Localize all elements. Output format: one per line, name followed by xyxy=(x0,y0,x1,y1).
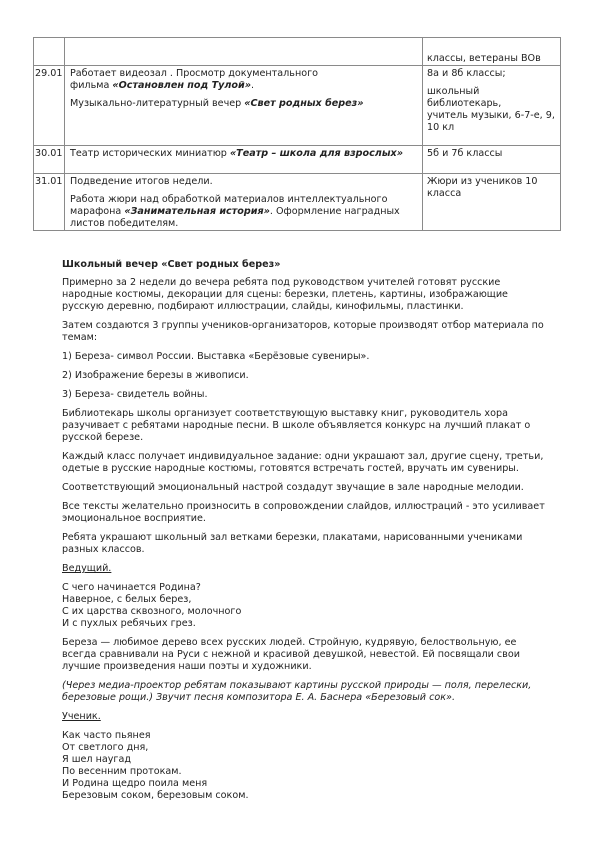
schedule-participants xyxy=(423,174,561,231)
event-text: Музыкально-литературный вечер xyxy=(70,98,245,109)
poem-line: Я шел наугад xyxy=(62,754,131,765)
event-text: . xyxy=(250,80,255,91)
participants-line: классы, ветераны ВОв xyxy=(427,53,541,64)
section-heading: Школьный вечер «Свет родных берез» xyxy=(62,259,281,270)
paragraph: 3) Береза- свидетель войны. xyxy=(62,389,208,400)
schedule-participants xyxy=(423,38,561,66)
event-title: «Занимательная история» xyxy=(124,206,270,217)
schedule-date xyxy=(34,38,65,66)
participants-line: 5б и 7б классы xyxy=(427,148,503,159)
paragraph: Каждый класс получает индивидуальное задание: одни украшают зал, другие сцену, третьи, одетые в русские народные костюмы, готовятся встречать гостей, вручать им сувениры. xyxy=(62,451,544,474)
poem-2 xyxy=(62,730,552,802)
participants-line: класса xyxy=(427,188,462,199)
paragraph: 2) Изображение березы в живописи. xyxy=(62,370,249,381)
event-line xyxy=(70,206,418,218)
poem-line: По весенним протокам. xyxy=(62,766,182,777)
participants-line: 10 кл xyxy=(427,122,455,133)
event-text: марафона xyxy=(70,206,125,217)
event-line xyxy=(70,218,418,230)
speaker-label-student: Ученик. xyxy=(62,711,101,722)
paragraph: Соответствующий эмоциональный настрой создадут звучащие в зале народные мелодии. xyxy=(62,482,524,493)
speaker-label-host: Ведущий. xyxy=(62,563,112,574)
participants-line: Жюри из учеников 10 xyxy=(427,176,538,187)
poem-1 xyxy=(62,582,552,630)
poem-line: И с пухлых ребячьих грез. xyxy=(62,618,196,629)
schedule-date: 30.01 xyxy=(34,146,65,174)
poem-line: И Родина щедро поила меня xyxy=(62,778,208,789)
schedule-event xyxy=(65,66,423,146)
paragraph: Примерно за 2 недели до вечера ребята под руководством учителей готовят русские народные костюмы, декорации для сцены: березки, плетень, картины, изображающие русскую деревню, подбирают иллюстрации, слайды, кинофильмы, пластинки. xyxy=(62,277,508,312)
event-line xyxy=(70,80,418,92)
stage-note: (Через медиа-проектор ребятам показывают картины русской природы — поля, перелески, березовые рощи.) Звучит песня композитора Е. А. Баснера «Березовый сок». xyxy=(62,680,532,703)
participants-line: школьный библиотекарь, xyxy=(427,86,502,109)
schedule-event xyxy=(65,174,423,231)
schedule-date: 31.01 xyxy=(34,174,65,231)
participants-line: 8а и 8б классы; xyxy=(427,68,506,79)
schedule-row xyxy=(34,38,561,66)
event-text: Театр исторических миниатюр xyxy=(70,148,230,159)
schedule-row xyxy=(34,146,561,174)
schedule-date: 29.01 xyxy=(34,66,65,146)
paragraph: Затем создаются 3 группы учеников-организаторов, которые производят отбор материала по темам: xyxy=(62,320,544,343)
poem-line: С чего начинается Родина? xyxy=(62,582,201,593)
participants-line: учитель музыки, 6-7-е, 9, xyxy=(427,110,555,121)
event-text: листов победителям. xyxy=(70,218,179,229)
event-text: Подведение итогов недели. xyxy=(70,176,213,187)
schedule-event xyxy=(65,146,423,174)
schedule-row xyxy=(34,66,561,146)
event-title: «Свет родных берез» xyxy=(244,98,364,109)
event-title: «Остановлен под Тулой» xyxy=(112,80,251,91)
paragraph: 1) Береза- символ России. Выставка «Берёзовые сувениры». xyxy=(62,351,370,362)
poem-line: Как часто пьянея xyxy=(62,730,151,741)
event-text: фильма xyxy=(70,80,113,91)
event-line xyxy=(70,176,418,188)
schedule-row xyxy=(34,174,561,231)
event-text: . Оформление наградных xyxy=(269,206,400,217)
schedule-participants xyxy=(423,66,561,146)
schedule-participants xyxy=(423,146,561,174)
poem-line: От светлого дня, xyxy=(62,742,149,753)
poem-line: Наверное, с белых берез, xyxy=(62,594,192,605)
paragraph-birch: Береза — любимое дерево всех русских людей. Стройную, кудрявую, белоствольную, ее всегда сравнивали на Руси с нежной и красивой девушкой, невестой. Ей посвящали свои лучшие произведения наши поэты и художники. xyxy=(62,637,520,672)
paragraph: Ребята украшают школьный зал ветками березки, плакатами, нарисованными учениками разных классов. xyxy=(62,532,523,555)
event-line xyxy=(70,148,418,160)
event-title: «Театр – школа для взрослых» xyxy=(229,148,403,159)
event-line xyxy=(70,68,418,80)
schedule-event xyxy=(65,38,423,66)
schedule-table xyxy=(33,37,561,231)
poem-line: С их царства сквозного, молочного xyxy=(62,606,242,617)
event-text: Работа жюри над обработкой материалов интеллектуального xyxy=(70,194,388,205)
poem-line: Березовым соком, березовым соком. xyxy=(62,790,249,801)
main-content xyxy=(62,259,552,809)
event-line xyxy=(70,194,418,206)
event-text: Работает видеозал . Просмотр документального xyxy=(70,68,318,79)
paragraph: Все тексты желательно произносить в сопровождении слайдов, иллюстраций - это усиливает эмоциональное восприятие. xyxy=(62,501,545,524)
event-line xyxy=(70,98,418,110)
paragraph: Библиотекарь школы организует соответствующую выставку книг, руководитель хора разучивает с ребятами народные песни. В школе объявляется конкурс на лучший плакат о русской березе. xyxy=(62,408,531,443)
